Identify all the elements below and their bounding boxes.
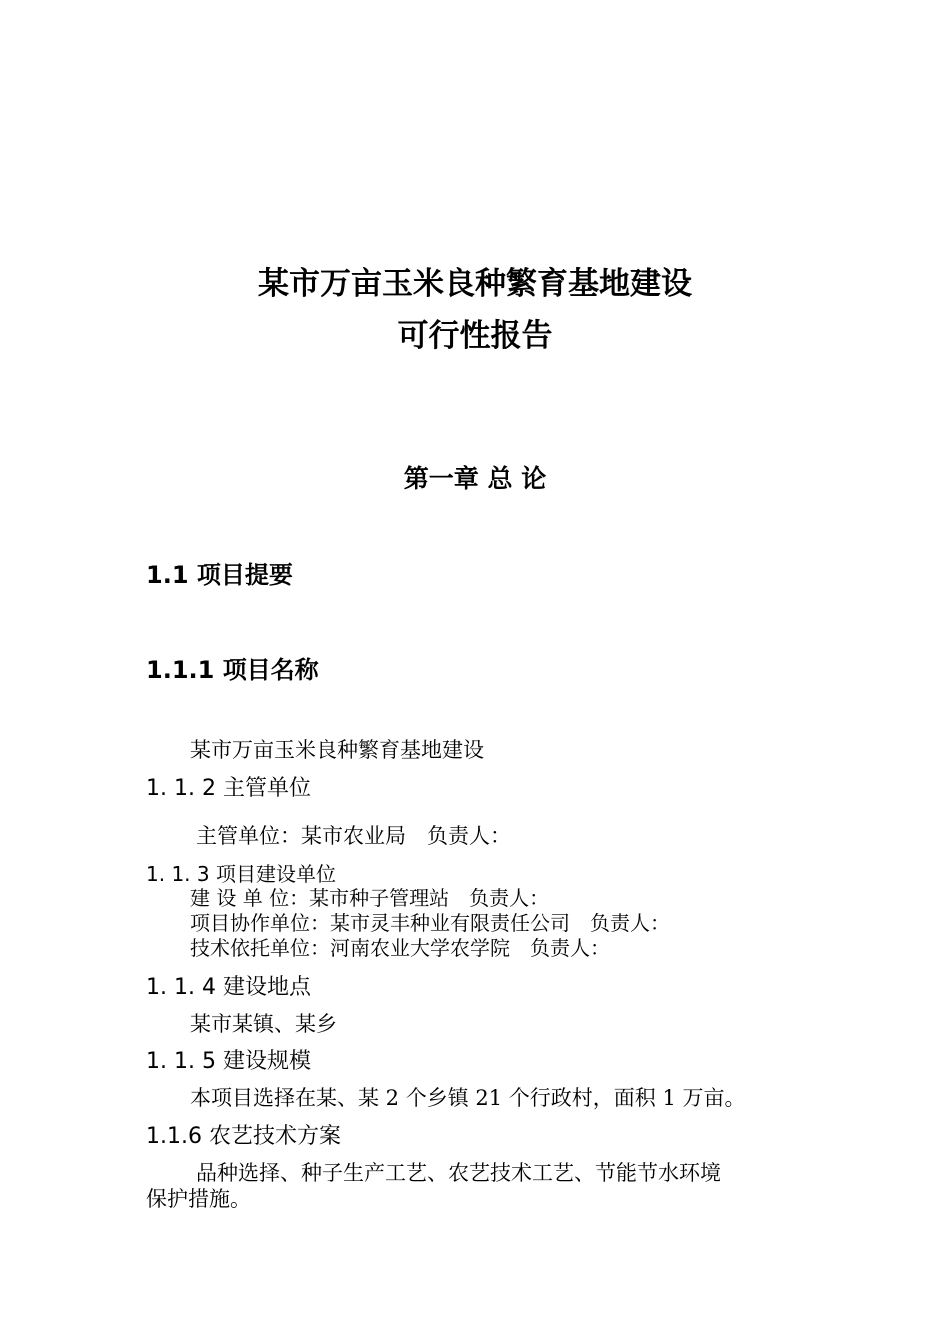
chapter-heading: 第一章 总 论 [403, 464, 547, 493]
project-name-text: 某市万亩玉米良种繁育基地建设 [190, 738, 484, 762]
section-heading-1-1-5: 1. 1. 5 建设规模 [146, 1049, 311, 1074]
location-text: 某市某镇、某乡 [190, 1012, 337, 1036]
section-heading-1-1-2: 1. 1. 2 主管单位 [146, 776, 311, 801]
cooperation-unit-line: 项目协作单位：某市灵丰种业有限责任公司 负责人： [190, 911, 670, 935]
scale-text: 本项目选择在某、某 2 个乡镇 21 个行政村，面积 1 万亩。 [190, 1086, 746, 1110]
tech-text-line2: 保护措施。 [146, 1187, 251, 1211]
section-heading-1-1: 1.1 项目提要 [146, 561, 293, 589]
section-heading-1-1-1: 1.1.1 项目名称 [146, 656, 319, 684]
authority-text: 主管单位：某市农业局 负责人： [196, 824, 511, 848]
section-heading-1-1-3: 1. 1. 3 项目建设单位 [146, 862, 336, 886]
section-heading-1-1-6: 1.1.6 农艺技术方案 [146, 1124, 341, 1149]
section-heading-1-1-4: 1. 1. 4 建设地点 [146, 975, 311, 1000]
technical-support-unit-line: 技术依托单位：河南农业大学农学院 负责人： [190, 936, 610, 960]
tech-text-line1: 品种选择、种子生产工艺、农艺技术工艺、节能节水环境 [196, 1161, 721, 1185]
document-title-line1: 某市万亩玉米良种繁育基地建设 [258, 266, 692, 302]
document-title-line2: 可行性报告 [397, 318, 553, 354]
construction-unit-line: 建 设 单 位：某市种子管理站 负责人： [190, 886, 550, 910]
